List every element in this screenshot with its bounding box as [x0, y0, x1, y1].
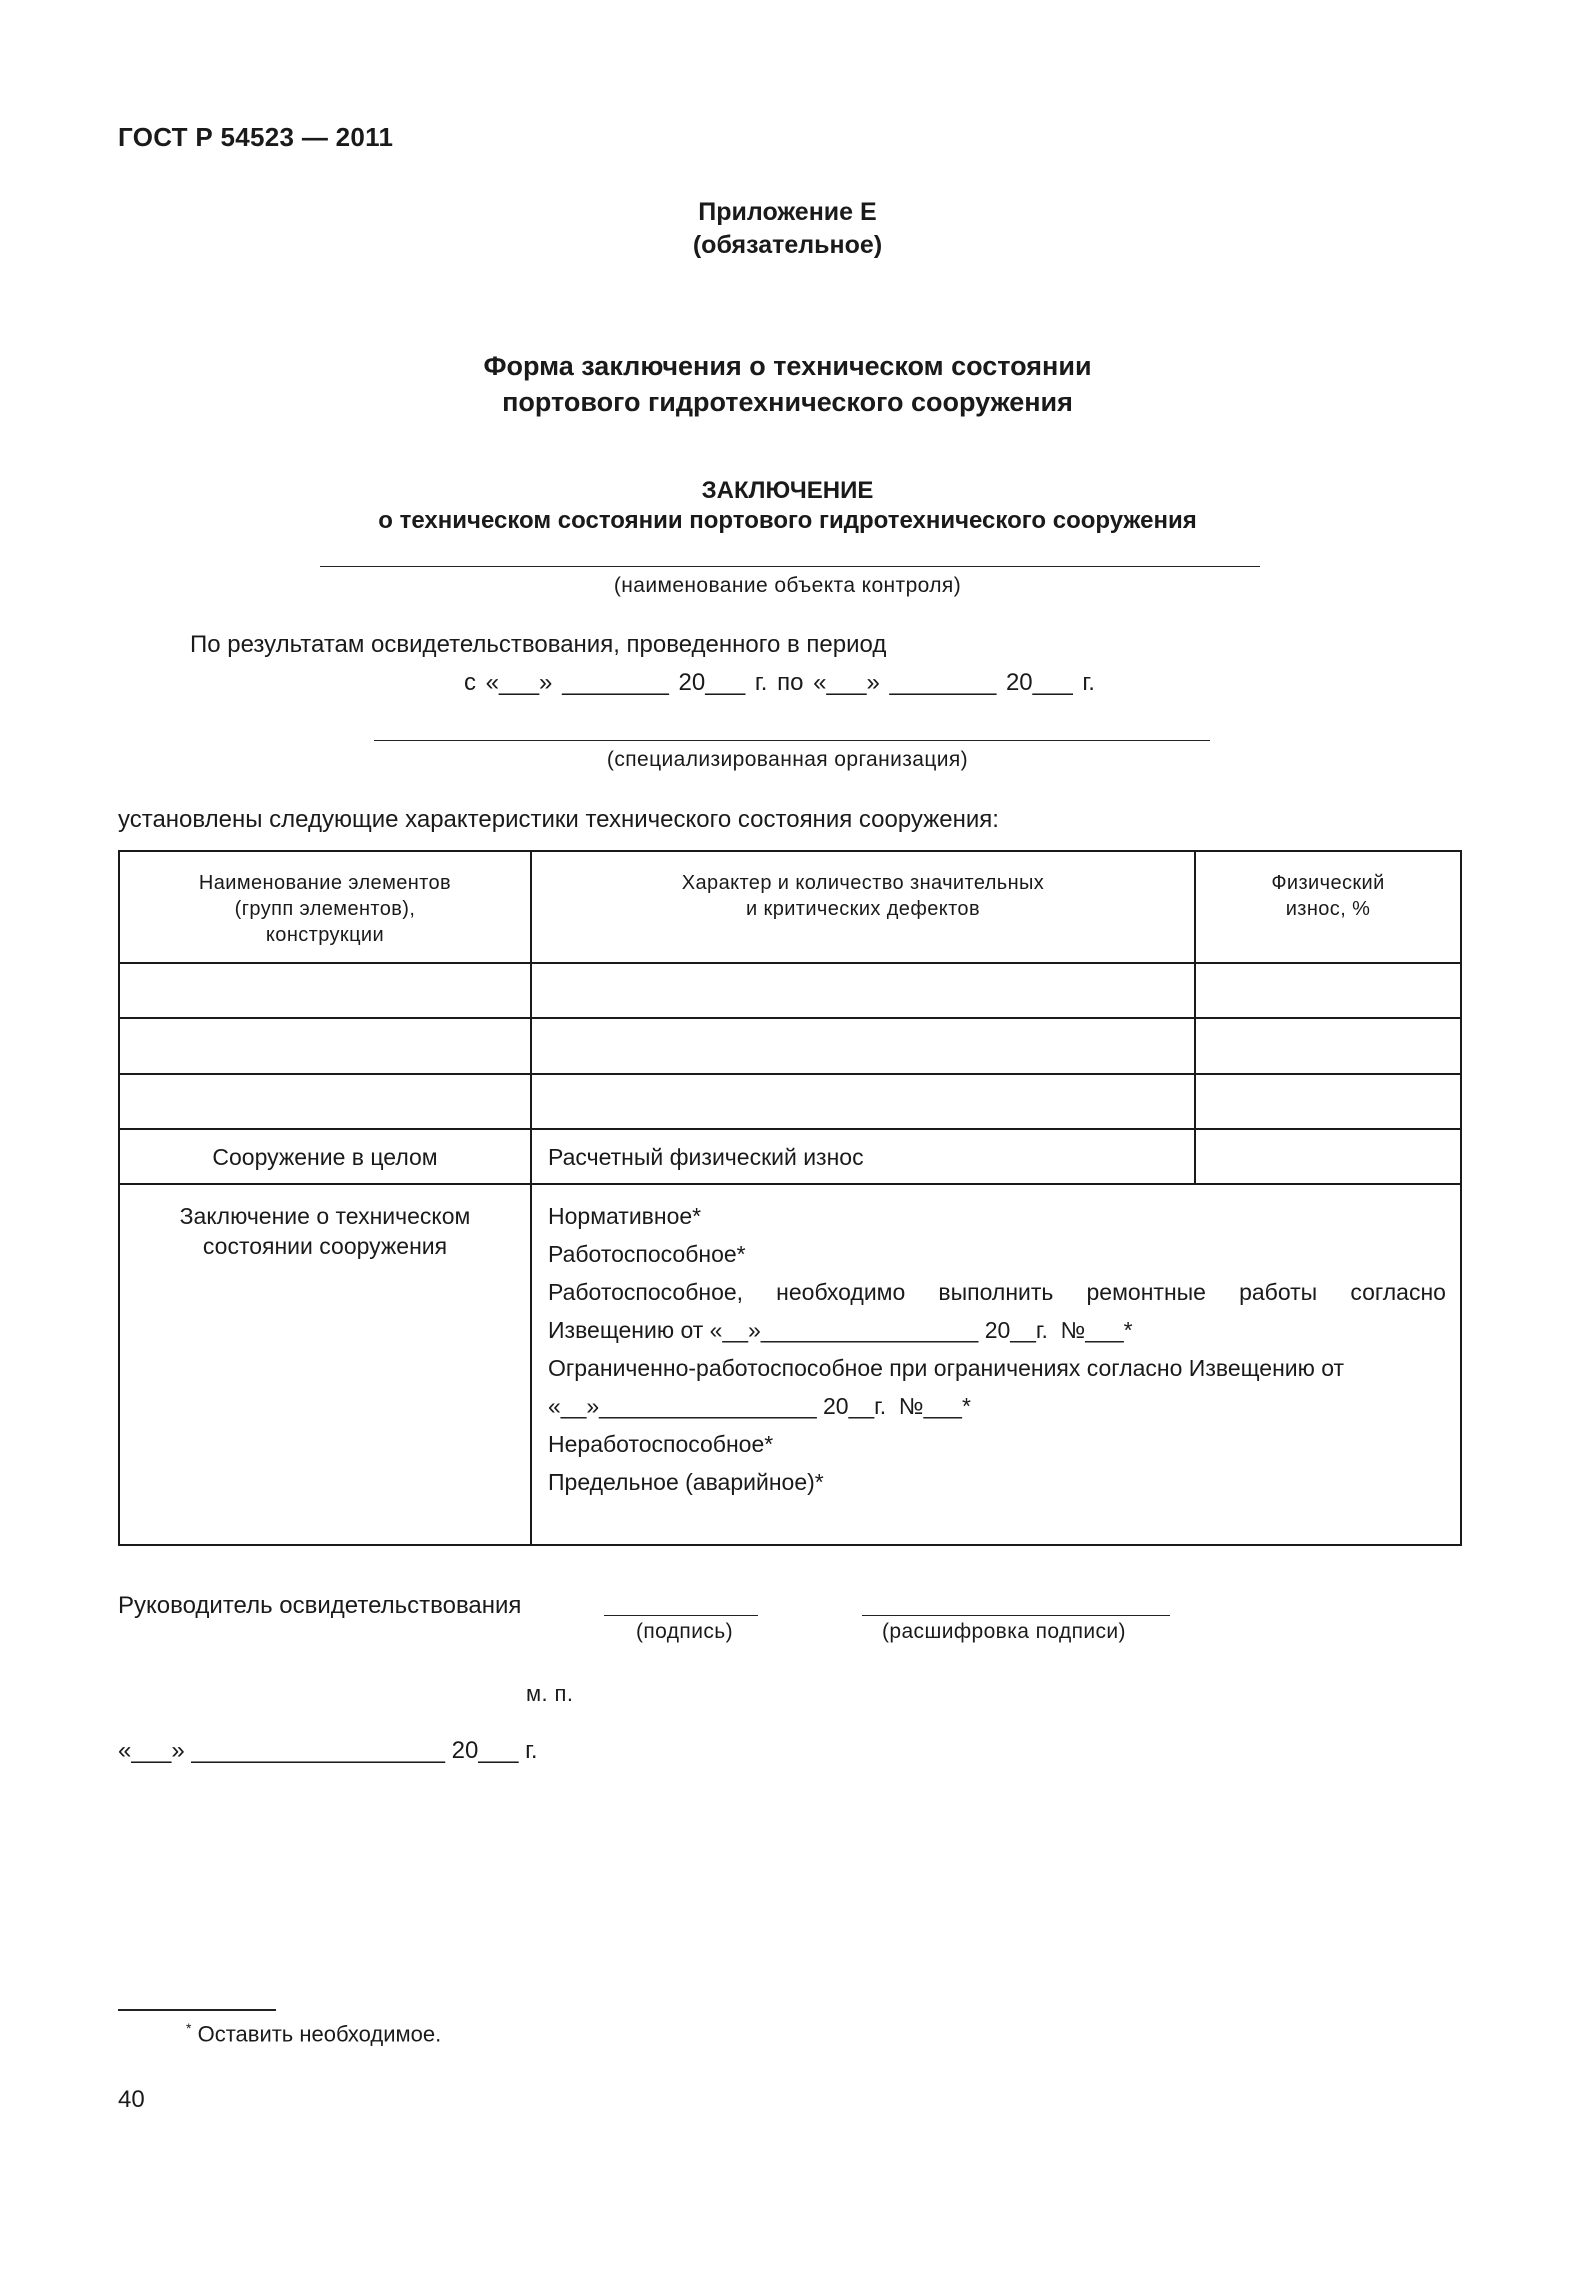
organization-caption: (специализированная организация)	[606, 748, 969, 771]
option-operable[interactable]: Работоспособное*	[548, 1241, 746, 1267]
form-title	[0, 348, 1575, 420]
option-limited-operable[interactable]: Ограниченно-работоспособное при ограничениях согласно Извещению от	[548, 1355, 1345, 1381]
header-defects	[531, 851, 1195, 963]
signature-decode-line[interactable]	[862, 1615, 1170, 1616]
header-wear-line1: Физический	[1271, 872, 1385, 894]
option-word: ремонтные	[1086, 1279, 1206, 1305]
date-line[interactable]: «___» ___________________ 20___ г.	[118, 1737, 538, 1764]
header-wear	[1195, 851, 1461, 963]
object-name-line[interactable]	[320, 566, 1260, 567]
conclusion-label	[119, 1184, 531, 1545]
header-elements-line2: (групп элементов),	[234, 898, 416, 920]
conclusion-label-line1: Заключение о техническом	[179, 1203, 471, 1229]
table-row	[119, 963, 1461, 1018]
conclusion-label-line2: состоянии сооружения	[202, 1233, 448, 1259]
survey-period-line[interactable]: с «___» ________ 20___ г. по «___» ________ 20___ г.	[464, 669, 1095, 696]
annex-heading	[0, 196, 1575, 262]
footnote	[186, 2020, 441, 2047]
whole-structure-label: Сооружение в целом	[119, 1129, 531, 1184]
conclusion-options	[531, 1184, 1461, 1545]
option-word: необходимо	[776, 1279, 906, 1305]
footnote-text: Оставить необходимое.	[197, 2021, 442, 2047]
annex-title: Приложение Е	[698, 198, 877, 226]
established-text: установлены следующие характеристики технического состояния сооружения:	[118, 806, 999, 833]
calculated-wear-value[interactable]	[1195, 1129, 1461, 1184]
table-cell[interactable]	[1195, 1018, 1461, 1074]
organization-line[interactable]	[374, 740, 1210, 741]
option-word: работы	[1239, 1279, 1318, 1305]
option-word: согласно	[1350, 1279, 1446, 1305]
footnote-mark: *	[186, 2020, 192, 2036]
conclusion-heading-block	[0, 476, 1575, 536]
standard-designation: ГОСТ Р 54523 — 2011	[118, 122, 394, 152]
table-cell[interactable]	[1195, 963, 1461, 1018]
option-operable-repair-notice[interactable]: Извещению от «__»_________________ 20__г. №___*	[548, 1317, 1133, 1343]
table-cell[interactable]	[119, 963, 531, 1018]
option-limited-operable-notice[interactable]: «__»_________________ 20__г. №___*	[548, 1393, 971, 1419]
option-operable-repair[interactable]	[548, 1273, 1460, 1311]
conclusion-heading: ЗАКЛЮЧЕНИЕ	[701, 477, 874, 504]
table-header-row	[119, 851, 1461, 963]
object-caption: (наименование объекта контроля)	[613, 574, 962, 597]
signature-decode-caption: (расшифровка подписи)	[882, 1620, 1126, 1643]
table-cell[interactable]	[119, 1074, 531, 1129]
table-cell[interactable]	[1195, 1074, 1461, 1129]
conclusion-row	[119, 1184, 1461, 1545]
table-cell[interactable]	[531, 963, 1195, 1018]
table-cell[interactable]	[531, 1018, 1195, 1074]
option-normative[interactable]: Нормативное*	[548, 1203, 702, 1229]
survey-intro: По результатам освидетельствования, проведенного в период	[190, 631, 887, 658]
footnote-divider	[118, 2009, 276, 2011]
calculated-wear-label: Расчетный физический износ	[531, 1129, 1195, 1184]
form-title-line1: Форма заключения о техническом состоянии	[483, 351, 1092, 381]
table-cell[interactable]	[119, 1018, 531, 1074]
option-emergency[interactable]: Предельное (аварийное)*	[548, 1469, 824, 1495]
option-word: Работоспособное,	[548, 1279, 744, 1305]
header-elements-line3: конструкции	[265, 924, 385, 946]
signature-caption: (подпись)	[636, 1620, 733, 1643]
head-of-survey-label: Руководитель освидетельствования	[118, 1592, 522, 1619]
option-inoperable[interactable]: Неработоспособное*	[548, 1431, 774, 1457]
annex-status: (обязательное)	[692, 231, 883, 259]
signature-line[interactable]	[604, 1615, 758, 1616]
seal-place: м. п.	[526, 1681, 574, 1706]
table-row	[119, 1074, 1461, 1129]
condition-table	[118, 850, 1462, 1546]
header-defects-line2: и критических дефектов	[746, 898, 980, 920]
page-number: 40	[118, 2086, 145, 2113]
table-row	[119, 1018, 1461, 1074]
option-word: выполнить	[938, 1279, 1054, 1305]
header-defects-line1: Характер и количество значительных	[681, 872, 1045, 894]
header-elements-line1: Наименование элементов	[198, 872, 452, 894]
whole-structure-row	[119, 1129, 1461, 1184]
header-wear-line2: износ, %	[1285, 898, 1371, 920]
header-elements	[119, 851, 531, 963]
form-title-line2: портового гидротехнического сооружения	[502, 387, 1073, 417]
table-cell[interactable]	[531, 1074, 1195, 1129]
conclusion-subheading: о техническом состоянии портового гидротехнического сооружения	[378, 507, 1197, 534]
